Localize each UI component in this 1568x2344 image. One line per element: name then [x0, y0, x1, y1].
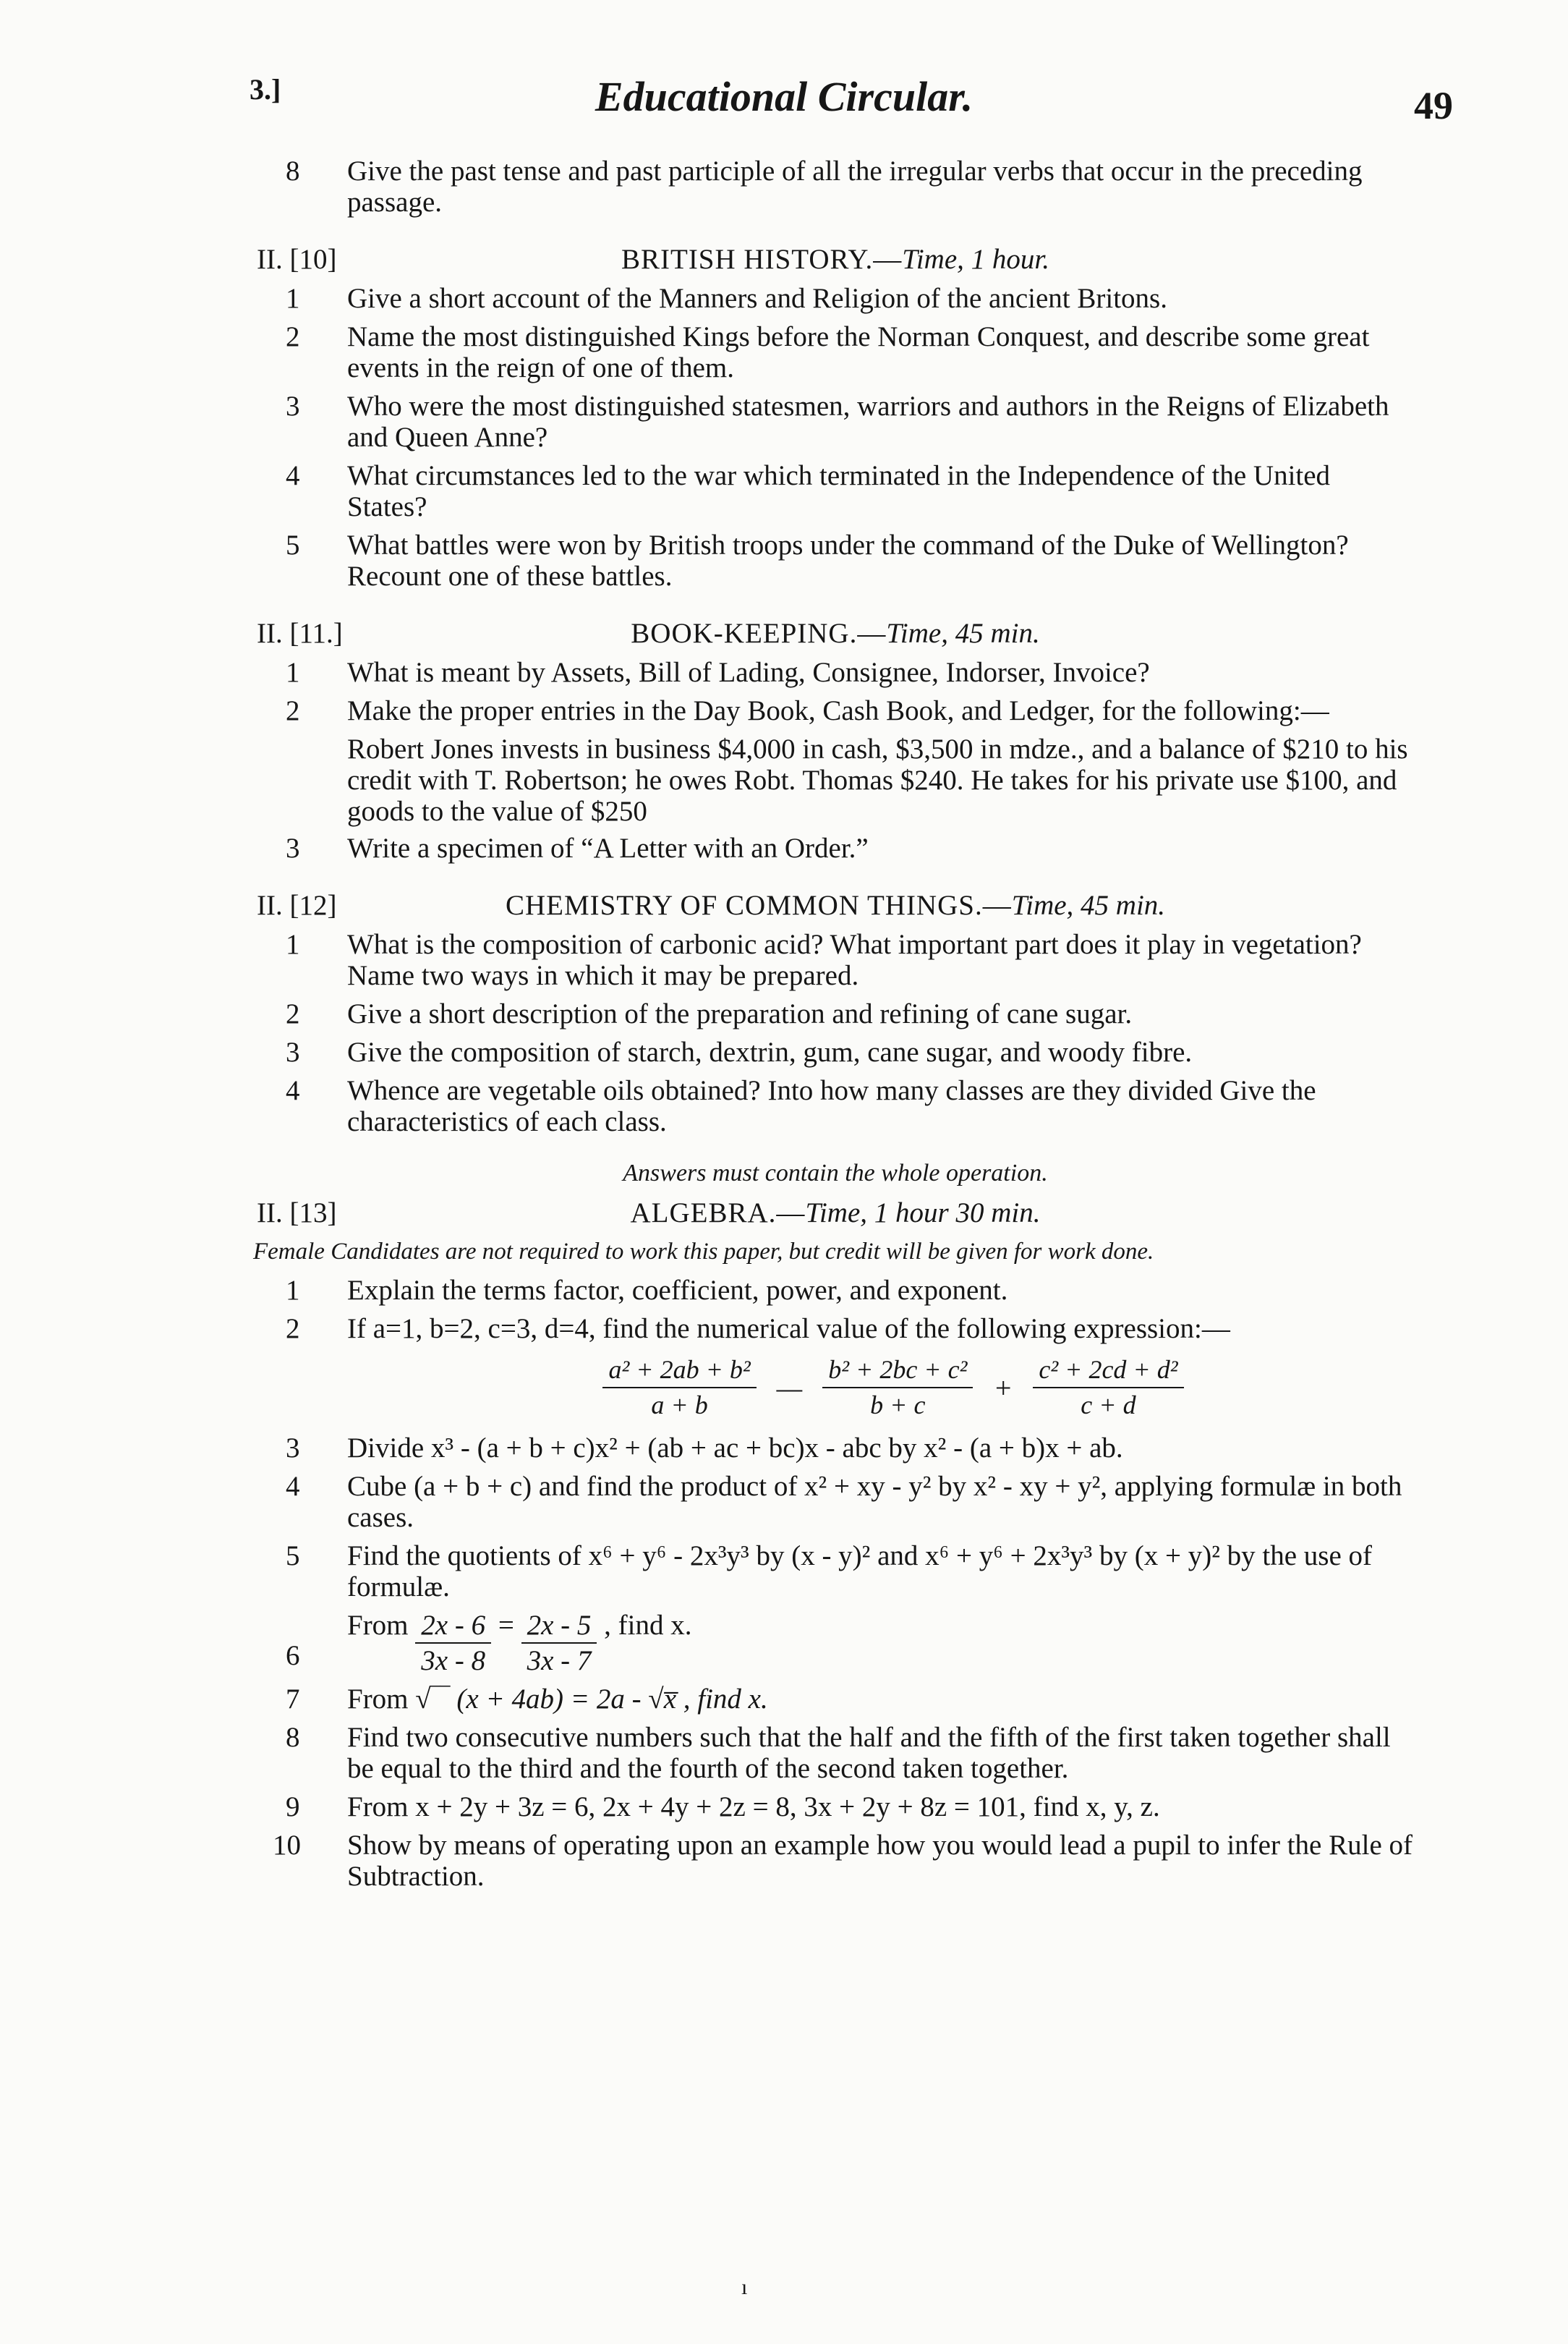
denominator: c + d: [1081, 1390, 1136, 1419]
fraction-left: [415, 1610, 491, 1676]
female-candidates-note: Female Candidates are not required to work this paper, but credit will be given for work done.: [253, 1239, 1154, 1265]
question-number: 5: [286, 530, 300, 561]
question-number: 3: [286, 391, 300, 422]
section-time: Time, 1 hour.: [902, 244, 1049, 275]
question: [257, 695, 1414, 726]
equals-sign: =: [498, 1610, 514, 1641]
question: [257, 1683, 1414, 1715]
question-number: 6: [286, 1640, 300, 1671]
page-number: 49: [1414, 84, 1453, 127]
question-number: 3: [286, 1432, 300, 1464]
question-text: What is meant by Assets, Bill of Lading, Consignee, Indorser, Invoice?: [347, 657, 1150, 688]
question: [257, 460, 1414, 522]
intro-question: [257, 156, 1414, 218]
question: [257, 1610, 1414, 1676]
from-label: From: [347, 1683, 409, 1715]
fraction-2: [822, 1354, 973, 1421]
bookkeeping-exercise-paragraph: Robert Jones invests in business $4,000 in cash, $3,500 in mdze., and a balance of $210 to his credit with T. Robertson; he owes Robt. Thomas $240. He takes for his private use $100, and goods to the value of $250: [347, 734, 1408, 827]
section-title: [257, 1197, 1414, 1228]
numerator: 2x - 5: [521, 1610, 597, 1644]
question: [257, 1313, 1414, 1344]
page-content: [253, 156, 1414, 1899]
question: [257, 833, 1414, 864]
question-text: Give the past tense and past participle of all the irregular verbs that occur in the preceding passage.: [347, 156, 1363, 218]
question-number: 2: [286, 321, 300, 352]
question: [257, 530, 1414, 592]
expression-formula: [372, 1354, 1414, 1421]
section-heading-chemistry: [257, 886, 1414, 923]
question-number: 2: [286, 695, 300, 726]
question-number: 7: [286, 1683, 300, 1715]
question: [257, 1722, 1414, 1784]
section-title: [257, 244, 1414, 275]
section-code: II. [12]: [257, 890, 337, 921]
fraction-3: [1033, 1354, 1183, 1421]
section-heading-british-history: [257, 239, 1414, 277]
operator: +: [993, 1371, 1013, 1404]
question-number: 5: [286, 1540, 300, 1571]
question-number: 4: [286, 460, 300, 491]
denominator: a + b: [651, 1390, 708, 1419]
question-text: Divide x³ - (a + b + c)x² + (ab + ac + bc)x - abc by x² - (a + b)x + ab.: [347, 1432, 1123, 1464]
section-code: II. [10]: [257, 244, 337, 275]
question-text: Find the quotients of x⁶ + y⁶ - 2x³y³ by (x - y)² and x⁶ + y⁶ + 2x³y³ by (x + y)² by the use of formulæ.: [347, 1540, 1373, 1602]
from-label: From: [347, 1610, 409, 1641]
question-text: If a=1, b=2, c=3, d=4, find the numerical value of the following expression:—: [347, 1313, 1230, 1344]
section-title: [257, 890, 1414, 921]
radical-expression: √‾‾ (x + 4ab) = 2a - √x̅ , find x.: [415, 1683, 768, 1715]
question-text: What battles were won by British troops under the command of the Duke of Wellington? Recount one of these battles.: [347, 530, 1349, 592]
question: [257, 1037, 1414, 1068]
fraction-1: [602, 1354, 756, 1421]
question-text: Whence are vegetable oils obtained? Into how many classes are they divided Give the characteristics of each class.: [347, 1075, 1316, 1137]
question-text: Cube (a + b + c) and find the product of x² + xy - y² by x² - xy + y², applying formulæ in both cases.: [347, 1471, 1402, 1533]
denominator: b + c: [870, 1390, 926, 1419]
find-x-text: , find x.: [604, 1610, 692, 1641]
section-heading-book-keeping: [257, 613, 1414, 651]
section-code: II. [11.]: [257, 618, 343, 649]
section-title-text: CHEMISTRY OF COMMON THINGS.—: [505, 890, 1012, 921]
algebra-instruction-note: Answers must contain the whole operation.: [623, 1160, 1048, 1186]
question-equation: [347, 1610, 1414, 1676]
numerator: c² + 2cd + d²: [1033, 1354, 1183, 1388]
question: [257, 1432, 1414, 1464]
question: [257, 1540, 1414, 1602]
question-text: What circumstances led to the war which terminated in the Independence of the United States?: [347, 460, 1331, 522]
question-number: 3: [286, 833, 300, 864]
question-number: 8: [286, 1722, 300, 1753]
question-number: 1: [286, 657, 300, 688]
question-text: From x + 2y + 3z = 6, 2x + 4y + 2z = 8, 3x + 2y + 8z = 101, find x, y, z.: [347, 1791, 1160, 1822]
fraction-right: [521, 1610, 597, 1676]
question-number: 9: [286, 1791, 300, 1822]
question: [257, 283, 1414, 314]
question-number: 1: [286, 283, 300, 314]
question: [257, 657, 1414, 688]
question: [257, 321, 1414, 383]
section-time: Time, 45 min.: [1011, 890, 1166, 921]
section-code: II. [13]: [257, 1197, 337, 1228]
denominator: 3x - 8: [421, 1645, 486, 1676]
numerator: 2x - 6: [415, 1610, 491, 1644]
numerator: a² + 2ab + b²: [602, 1354, 756, 1388]
section-title-text: ALGEBRA.—: [630, 1197, 806, 1228]
section-time: Time, 45 min.: [886, 618, 1040, 649]
question: [257, 1075, 1414, 1137]
numerator: b² + 2bc + c²: [822, 1354, 973, 1388]
question-text: Who were the most distinguished statesmen, warriors and authors in the Reigns of Elizabeth and Queen Anne?: [347, 391, 1389, 453]
section-heading-algebra: [257, 1193, 1414, 1231]
question-text: Make the proper entries in the Day Book, Cash Book, and Ledger, for the following:—: [347, 695, 1329, 726]
question-number: 10: [273, 1830, 301, 1861]
question-number: 4: [286, 1471, 300, 1502]
question-number: 1: [286, 929, 300, 960]
question-text: What is the composition of carbonic acid? What important part does it play in vegetation? Name two ways in which it may be prepared.: [347, 929, 1362, 991]
question: [257, 391, 1414, 453]
question-text: Explain the terms factor, coefficient, power, and exponent.: [347, 1275, 1008, 1306]
question-text: Write a specimen of “A Letter with an Order.”: [347, 833, 869, 864]
question-number: 1: [286, 1275, 300, 1306]
question-text: Name the most distinguished Kings before the Norman Conquest, and describe some great events in the reign of one of them.: [347, 321, 1370, 383]
question-text: Give the composition of starch, dextrin, gum, cane sugar, and woody fibre.: [347, 1037, 1193, 1068]
question: [257, 929, 1414, 991]
question: [257, 1830, 1414, 1892]
section-title-text: BOOK-KEEPING.—: [631, 618, 887, 649]
question: [257, 998, 1414, 1029]
question-number: 8: [286, 156, 300, 187]
question: [257, 1275, 1414, 1306]
denominator: 3x - 7: [527, 1645, 592, 1676]
page-section-marker: 3.]: [250, 73, 281, 106]
question-text: Give a short description of the preparation and refining of cane sugar.: [347, 998, 1133, 1029]
question-number: 3: [286, 1037, 300, 1068]
question: [257, 1791, 1414, 1822]
question-equation: [347, 1683, 1414, 1715]
running-title: Educational Circular.: [595, 73, 973, 120]
section-time: Time, 1 hour 30 min.: [805, 1197, 1041, 1228]
footer-mark: ı: [741, 2275, 748, 2299]
question-number: 4: [286, 1075, 300, 1106]
section-title: [257, 618, 1414, 649]
operator: —: [776, 1371, 803, 1404]
section-title-text: BRITISH HISTORY.—: [621, 244, 903, 275]
question-text: Give a short account of the Manners and Religion of the ancient Britons.: [347, 283, 1167, 314]
question: [257, 1471, 1414, 1533]
question-number: 2: [286, 998, 300, 1029]
question-text: Find two consecutive numbers such that the half and the fifth of the first taken together shall be equal to the third and the fourth of the second taken together.: [347, 1722, 1391, 1784]
question-text: Show by means of operating upon an example how you would lead a pupil to infer the Rule of Subtraction.: [347, 1830, 1413, 1892]
question-number: 2: [286, 1313, 300, 1344]
